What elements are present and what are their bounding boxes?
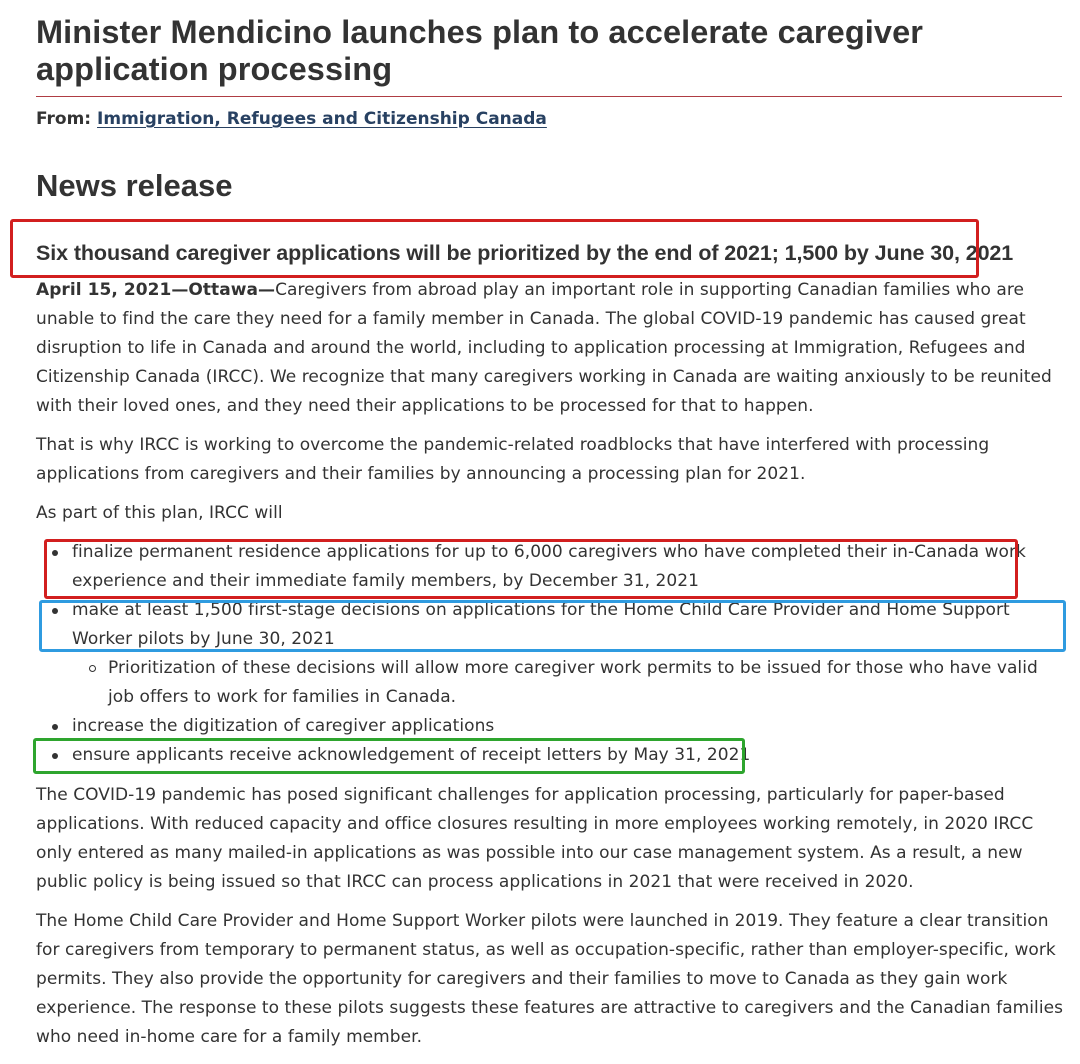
paragraph-list-intro: As part of this plan, IRCC will (36, 503, 283, 523)
dateline: April 15, 2021—Ottawa— (36, 280, 276, 300)
news-subheading: Six thousand caregiver applications will be prioritized by the end of 2021; 1,500 by June 30, 2021 (36, 241, 1014, 265)
sub-list (72, 654, 1064, 712)
paragraph-intro (36, 276, 1064, 421)
sub-list-item: Prioritization of these decisions will allow more caregiver work permits to be issued for those who have valid job offers to work for families in Canada. (72, 654, 1064, 712)
paragraph-covid: The COVID-19 pandemic has posed significant challenges for application processing, particularly for paper-based applications. With reduced capacity and office closures resulting in more employees working remotely, in 2020 IRCC only entered as many mailed-in applications as was possible into our case management system. As a result, a new public policy is being issued so that IRCC can process applications in 2021 that were received in 2020. (36, 785, 1034, 892)
department-link[interactable]: Immigration, Refugees and Citizenship Canada (97, 109, 547, 129)
list-item: ensure applicants receive acknowledgement of receipt letters by May 31, 2021 (36, 741, 1064, 770)
from-label: From: (36, 109, 92, 129)
intro-text: Caregivers from abroad play an important role in supporting Canadian families who are unable to find the care they need for a family member in Canada. The global COVID-19 pandemic has caused great disruption to life in Canada and around the world, including to application processing at Immigration, Refugees and Citizenship Canada (IRCC). We recognize that many caregivers working in Canada are waiting anxiously to be reunited with their loved ones, and they need their applications to be processed for that to happen. (36, 280, 1052, 416)
title-divider (36, 96, 1062, 97)
paragraph-plan: That is why IRCC is working to overcome the pandemic-related roadblocks that have interfered with processing applications from caregivers and their families by announcing a processing plan for 2021. (36, 435, 990, 484)
list-item: finalize permanent residence applications for up to 6,000 caregivers who have completed their in-Canada work experience and their immediate family members, by December 31, 2021 (36, 538, 1064, 596)
list-item-text: make at least 1,500 first-stage decisions on applications for the Home Child Care Provider and Home Support Worker pilots by June 30, 2021 (72, 600, 1010, 649)
from-line (36, 107, 547, 131)
list-item (36, 596, 1064, 712)
paragraph-pilots: The Home Child Care Provider and Home Support Worker pilots were launched in 2019. They feature a clear transition for caregivers from temporary to permanent status, as well as occupation-specific, rather than employer-specific, work permits. They also provide the opportunity for caregivers and their families to move to Canada as they gain work experience. The response to these pilots suggests these features are attractive to caregivers and the Canadian families who need in-home care for a family member. (36, 911, 1064, 1047)
plan-list (36, 538, 1064, 770)
section-heading: News release (36, 168, 233, 203)
page-title: Minister Mendicino launches plan to accelerate caregiver application processing (36, 14, 924, 87)
list-item: increase the digitization of caregiver applications (36, 712, 1064, 741)
